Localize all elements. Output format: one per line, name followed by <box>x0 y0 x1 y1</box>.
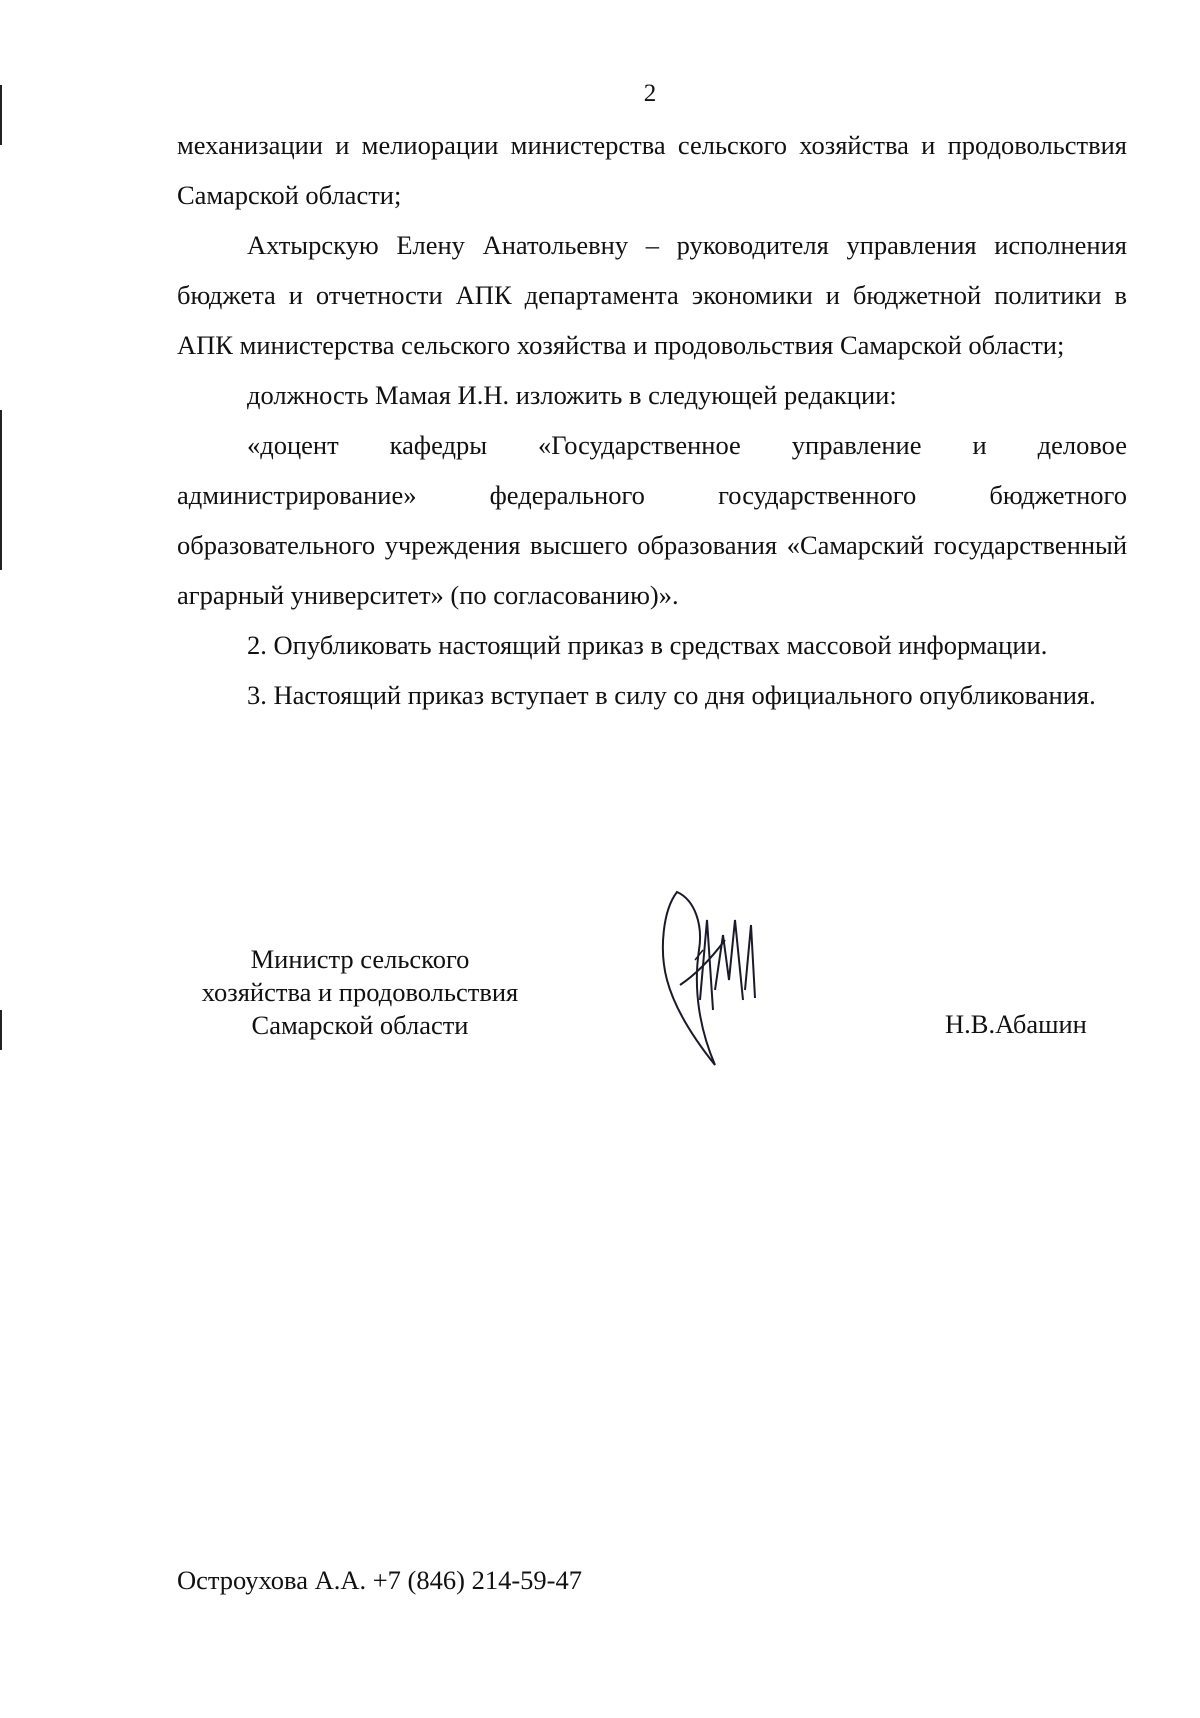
scan-edge-mark <box>0 1010 2 1050</box>
scan-edge-mark <box>0 410 2 570</box>
handwritten-signature <box>655 880 775 1080</box>
scan-edge-mark <box>0 85 2 145</box>
paragraph-6: 3. Настоящий приказ вступает в силу со дня официального опубликования. <box>247 680 1096 710</box>
minister-title-line-1: Министр сельского <box>250 944 470 974</box>
paragraph-3: должность Мамая И.Н. изложить в следующей редакции: <box>247 380 897 410</box>
minister-title <box>180 943 540 1042</box>
body-text <box>177 120 1127 720</box>
contact-line: Остроухова А.А. +7 (846) 214-59-47 <box>177 1565 582 1595</box>
page-number: 2 <box>643 80 657 107</box>
minister-title-line-3: Самарской области <box>251 1010 469 1040</box>
paragraph-2: Ахтырскую Елену Анатольевну – руководителя управления исполнения бюджета и отчетности АПК департамента экономики и бюджетной политики в АПК министерства сельского хозяйства и продовольствия Самарской области; <box>177 230 1127 360</box>
paragraph-4: «доцент кафедры «Государственное управление и деловое администрирование» федерального государственного бюджетного образовательного учреждения высшего образования «Самарский государственный аграрный университет» (по согласованию)». <box>177 430 1127 610</box>
signer-name: Н.В.Абашин <box>945 1009 1087 1039</box>
paragraph-5: 2. Опубликовать настоящий приказ в средствах массовой информации. <box>247 630 1048 660</box>
paragraph-1: механизации и мелиорации министерства сельского хозяйства и продовольствия Самарской области; <box>177 130 1127 210</box>
minister-title-line-2: хозяйства и продовольствия <box>201 977 519 1007</box>
